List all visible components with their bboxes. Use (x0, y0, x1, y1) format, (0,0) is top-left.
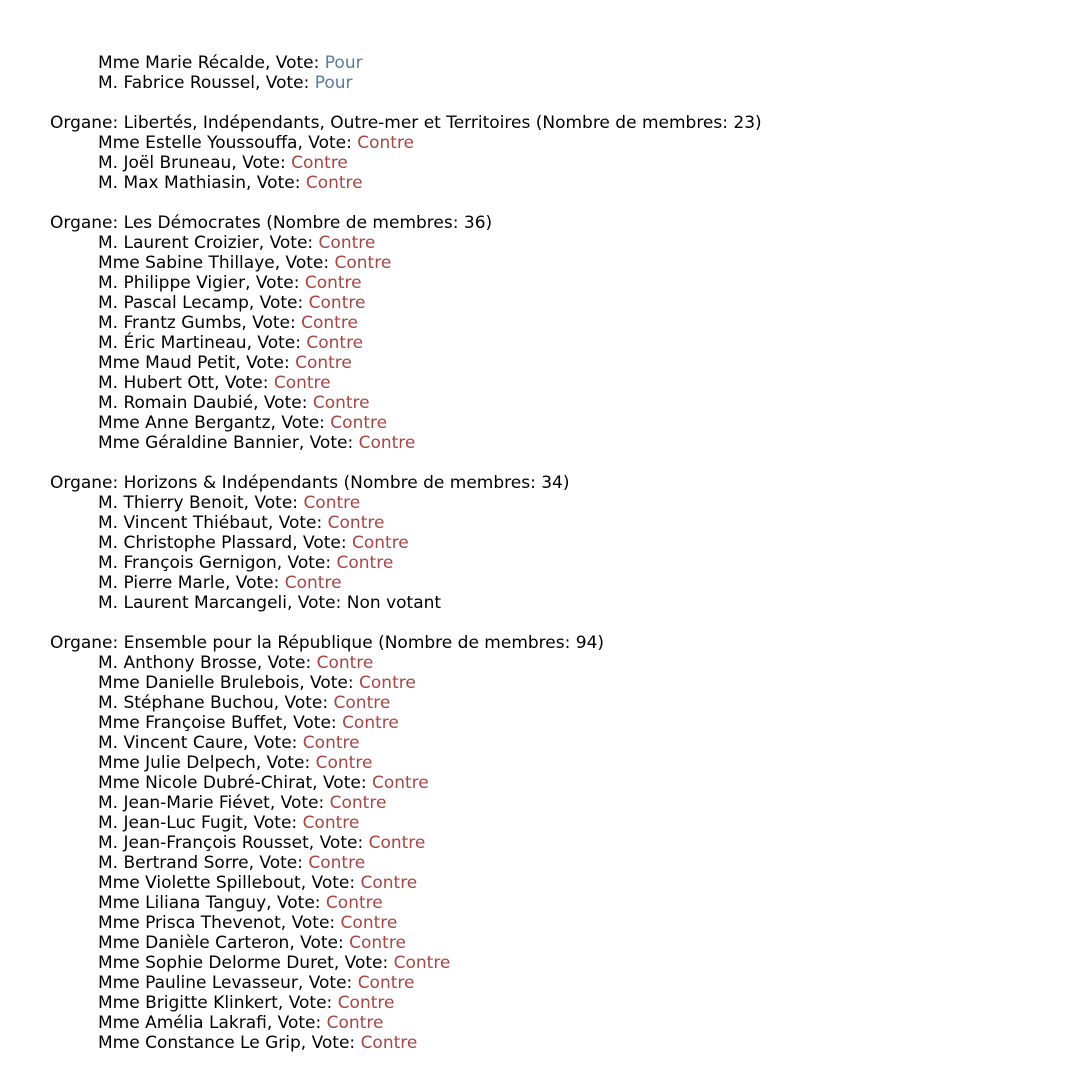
member-row (50, 373, 1080, 393)
vote-value: Contre (295, 353, 352, 373)
vote-label: , Vote: (243, 493, 304, 513)
vote-label: , Vote: (270, 413, 331, 433)
vote-value: Contre (359, 673, 416, 693)
organe-name: Ensemble pour la République (123, 633, 373, 653)
vote-label: , Vote: (214, 373, 274, 393)
vote-value: Pour (324, 53, 363, 73)
vote-value: Contre (337, 993, 395, 1013)
member-row (50, 353, 1080, 373)
organe-prefix: Organe: (50, 113, 124, 133)
vote-label: , Vote: (297, 133, 358, 153)
member-row (50, 293, 1080, 313)
vote-value: Contre (360, 873, 418, 893)
member-name: Mme Brigitte Klinkert (98, 993, 278, 1013)
vote-label: , Vote: (299, 673, 360, 693)
vote-value: Contre (291, 153, 348, 173)
vote-value: Contre (316, 653, 374, 673)
vote-label: , Vote: (298, 433, 359, 453)
vote-label: , Vote: (265, 53, 325, 73)
vote-label: , Vote: (245, 273, 305, 293)
organe-header (50, 473, 1080, 493)
member-name: M. Romain Daubié (98, 393, 254, 413)
member-name: Mme Nicole Dubré-Chirat (98, 773, 313, 793)
member-row (50, 573, 1080, 593)
member-row (50, 153, 1080, 173)
members-label: (Nombre de membres: (530, 113, 734, 133)
members-close: ) (485, 213, 493, 233)
vote-label: , Vote: (254, 73, 315, 93)
vote-value: Contre (326, 1013, 384, 1033)
member-name: Mme Anne Bergantz (98, 413, 271, 433)
member-row (50, 773, 1080, 793)
member-row (50, 593, 1080, 613)
member-row (50, 713, 1080, 733)
vote-label: , Vote: (242, 813, 303, 833)
vote-value: Contre (312, 393, 370, 413)
member-name: M. Joël Bruneau (98, 153, 232, 173)
vote-value: Contre (371, 773, 429, 793)
vote-label: , Vote: (246, 173, 306, 193)
member-row (50, 533, 1080, 553)
member-name: M. Philippe Vigier (98, 273, 246, 293)
members-label: (Nombre de membres: (372, 633, 576, 653)
member-row (50, 1033, 1080, 1053)
member-row (50, 753, 1080, 773)
member-row (50, 173, 1080, 193)
vote-value: Contre (334, 253, 392, 273)
vote-label: , Vote: (287, 593, 347, 613)
member-row (50, 233, 1080, 253)
member-name: M. Laurent Marcangeli (98, 593, 287, 613)
vote-label: , Vote: (253, 393, 313, 413)
organe-header (50, 113, 1080, 133)
organe-header (50, 633, 1080, 653)
vote-value: Contre (308, 853, 366, 873)
vote-label: , Vote: (258, 233, 319, 253)
members-close: ) (597, 633, 605, 653)
member-row (50, 553, 1080, 573)
member-row (50, 73, 1080, 93)
vote-label: , Vote: (292, 533, 352, 553)
member-row (50, 513, 1080, 533)
vote-value: Contre (273, 373, 331, 393)
member-name: Mme Maud Petit (98, 353, 236, 373)
vote-value: Contre (357, 973, 415, 993)
section-spacer (50, 193, 1080, 213)
members-label: (Nombre de membres: (338, 473, 542, 493)
section-spacer (50, 453, 1080, 473)
member-name: Mme Constance Le Grip (98, 1033, 301, 1053)
member-name: Mme Prisca Thevenot (98, 913, 281, 933)
member-row (50, 973, 1080, 993)
vote-label: , Vote: (224, 573, 285, 593)
organe-name: Les Démocrates (123, 213, 261, 233)
vote-value: Contre (325, 893, 383, 913)
member-name: M. Vincent Thiébaut (98, 513, 268, 533)
member-row (50, 693, 1080, 713)
member-name: Mme Sophie Delorme Duret (98, 953, 334, 973)
member-row (50, 813, 1080, 833)
member-name: M. Pascal Lecamp (98, 293, 249, 313)
member-row (50, 253, 1080, 273)
member-row (50, 733, 1080, 753)
member-name: Mme Danièle Carteron (98, 933, 290, 953)
member-name: Mme Danielle Brulebois (98, 673, 300, 693)
member-count: 36 (463, 213, 486, 233)
vote-value: Contre (302, 733, 360, 753)
vote-value: Contre (305, 173, 363, 193)
vote-label: , Vote: (333, 953, 394, 973)
section-spacer (50, 93, 1080, 113)
vote-label: , Vote: (282, 713, 343, 733)
vote-label: , Vote: (277, 993, 338, 1013)
vote-label: , Vote: (300, 873, 361, 893)
member-count: 34 (541, 473, 563, 493)
vote-value: Contre (329, 793, 387, 813)
vote-value: Contre (315, 753, 373, 773)
member-row (50, 133, 1080, 153)
vote-label: , Vote: (231, 153, 292, 173)
vote-value: Contre (342, 713, 399, 733)
vote-value: Contre (308, 293, 366, 313)
organe-prefix: Organe: (50, 473, 124, 493)
members-close: ) (562, 473, 570, 493)
member-row (50, 1013, 1080, 1033)
member-name: M. Pierre Marle (98, 573, 225, 593)
member-row (50, 913, 1080, 933)
vote-label: , Vote: (243, 733, 303, 753)
member-count: 23 (733, 113, 756, 133)
member-row (50, 273, 1080, 293)
vote-label: , Vote: (269, 793, 330, 813)
member-name: M. Bertrand Sorre (98, 853, 249, 873)
vote-label: , Vote: (312, 773, 372, 793)
vote-value: Contre (330, 413, 388, 433)
member-row (50, 673, 1080, 693)
vote-label: , Vote: (256, 653, 317, 673)
member-row (50, 993, 1080, 1013)
vote-label: , Vote: (235, 353, 296, 373)
vote-value: Contre (358, 433, 416, 453)
member-count: 94 (575, 633, 598, 653)
organe-name: Horizons & Indépendants (123, 473, 339, 493)
member-name: M. Frantz Gumbs (98, 313, 242, 333)
vote-label: , Vote: (280, 913, 341, 933)
vote-label: , Vote: (255, 753, 316, 773)
member-row (50, 853, 1080, 873)
member-name: M. Anthony Brosse (98, 653, 257, 673)
vote-value: Contre (304, 273, 362, 293)
member-row (50, 413, 1080, 433)
member-row (50, 933, 1080, 953)
member-name: Mme Violette Spillebout (98, 873, 301, 893)
member-name: M. Jean-Marie Fiévet (98, 793, 270, 813)
vote-label: , Vote: (274, 253, 335, 273)
members-close: ) (755, 113, 762, 133)
vote-value: Contre (336, 553, 394, 573)
member-name: M. Éric Martineau (98, 333, 247, 353)
vote-label: , Vote: (248, 293, 309, 313)
vote-value: Contre (393, 953, 451, 973)
member-row (50, 493, 1080, 513)
member-row (50, 793, 1080, 813)
member-name: Mme Sabine Thillaye (98, 253, 275, 273)
member-name: M. François Gernigon (98, 553, 277, 573)
vote-value: Contre (303, 493, 361, 513)
member-name: M. Thierry Benoit (98, 493, 244, 513)
member-name: M. Hubert Ott (98, 373, 215, 393)
member-row (50, 53, 1080, 73)
vote-value: Contre (302, 813, 360, 833)
member-name: Mme Liliana Tanguy (98, 893, 267, 913)
member-row (50, 433, 1080, 453)
member-name: Mme Marie Récalde (98, 53, 265, 73)
member-name: M. Vincent Caure (98, 733, 244, 753)
vote-value: Contre (360, 1033, 418, 1053)
member-name: Mme Géraldine Bannier (98, 433, 299, 453)
member-name: M. Christophe Plassard (98, 533, 293, 553)
vote-value: Contre (306, 333, 364, 353)
organe-header (50, 213, 1080, 233)
member-row (50, 653, 1080, 673)
member-name: M. Jean-Luc Fugit (98, 813, 243, 833)
member-name: Mme Pauline Levasseur (98, 973, 298, 993)
vote-value: Contre (284, 573, 342, 593)
vote-label: , Vote: (297, 973, 358, 993)
vote-label: , Vote: (273, 693, 334, 713)
organe-prefix: Organe: (50, 633, 124, 653)
vote-label: , Vote: (266, 893, 326, 913)
member-name: Mme Julie Delpech (98, 753, 256, 773)
member-row (50, 313, 1080, 333)
vote-value: Contre (368, 833, 426, 853)
member-row (50, 873, 1080, 893)
member-row (50, 833, 1080, 853)
vote-label: , Vote: (289, 933, 350, 953)
vote-label: , Vote: (248, 853, 309, 873)
vote-value: Contre (318, 233, 376, 253)
member-name: M. Laurent Croizier (98, 233, 259, 253)
vote-value: Pour (314, 73, 353, 93)
vote-value: Contre (340, 913, 398, 933)
vote-value: Contre (327, 513, 385, 533)
vote-value: Contre (357, 133, 415, 153)
member-row (50, 893, 1080, 913)
member-name: Mme Estelle Youssouffa (98, 133, 298, 153)
member-row (50, 953, 1080, 973)
vote-value: Contre (351, 533, 409, 553)
vote-label: , Vote: (308, 833, 369, 853)
vote-value: Contre (301, 313, 358, 333)
member-name: M. Stéphane Buchou (98, 693, 274, 713)
organe-name: Libertés, Indépendants, Outre-mer et Territoires (123, 113, 531, 133)
vote-label: , Vote: (246, 333, 307, 353)
vote-value: Non votant (346, 593, 442, 613)
vote-label: , Vote: (276, 553, 337, 573)
organe-prefix: Organe: (50, 213, 124, 233)
member-name: Mme Amélia Lakrafi (98, 1013, 267, 1033)
member-row (50, 393, 1080, 413)
vote-label: , Vote: (266, 1013, 327, 1033)
vote-value: Contre (349, 933, 406, 953)
section-spacer (50, 613, 1080, 633)
member-name: M. Fabrice Roussel (98, 73, 255, 93)
member-name: M. Jean-François Rousset (98, 833, 309, 853)
member-name: M. Max Mathiasin (98, 173, 247, 193)
vote-label: , Vote: (241, 313, 302, 333)
member-row (50, 333, 1080, 353)
vote-label: , Vote: (300, 1033, 361, 1053)
member-name: Mme Françoise Buffet (98, 713, 283, 733)
vote-value: Contre (333, 693, 391, 713)
members-label: (Nombre de membres: (260, 213, 464, 233)
vote-label: , Vote: (267, 513, 328, 533)
